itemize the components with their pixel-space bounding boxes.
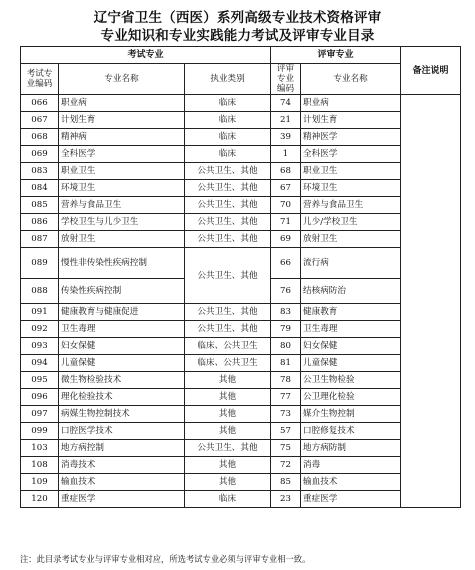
exam-name-cell: 慢性非传染性疾病控制 <box>59 248 185 279</box>
review-code-cell: 77 <box>271 389 301 406</box>
category-cell: 公共卫生、其他 <box>185 440 271 457</box>
exam-name-cell: 传染性疾病控制 <box>59 279 185 304</box>
category-cell: 公共卫生、其他 <box>185 321 271 338</box>
category-cell: 临床、公共卫生 <box>185 338 271 355</box>
exam-name-cell: 计划生育 <box>59 112 185 129</box>
exam-name-cell: 消毒技术 <box>59 457 185 474</box>
exam-specialty-group-header: 考试专业 <box>21 47 271 64</box>
category-cell: 其他 <box>185 372 271 389</box>
review-code-cell: 39 <box>271 129 301 146</box>
review-specialty-group-header: 评审专业 <box>271 47 401 64</box>
review-code-cell: 81 <box>271 355 301 372</box>
review-code-cell: 73 <box>271 406 301 423</box>
review-name-cell: 公卫理化检验 <box>301 389 401 406</box>
exam-name-header: 专业名称 <box>59 64 185 95</box>
exam-name-cell: 理化检验技术 <box>59 389 185 406</box>
category-cell: 其他 <box>185 406 271 423</box>
exam-name-cell: 营养与食品卫生 <box>59 197 185 214</box>
review-name-cell: 卫生毒理 <box>301 321 401 338</box>
table-row <box>21 491 461 508</box>
exam-code-cell: 109 <box>21 474 59 491</box>
remark-cell <box>401 95 461 508</box>
category-cell: 公共卫生、其他 <box>185 197 271 214</box>
category-cell: 临床 <box>185 129 271 146</box>
exam-code-cell: 097 <box>21 406 59 423</box>
exam-code-cell: 085 <box>21 197 59 214</box>
category-cell: 公共卫生、其他 <box>185 248 271 304</box>
exam-name-cell: 输血技术 <box>59 474 185 491</box>
review-code-cell: 79 <box>271 321 301 338</box>
review-code-cell: 72 <box>271 457 301 474</box>
review-code-cell: 85 <box>271 474 301 491</box>
review-name-cell: 媒介生物控制 <box>301 406 401 423</box>
table-row <box>21 338 461 355</box>
table-row <box>21 146 461 163</box>
exam-name-cell: 职业病 <box>59 95 185 112</box>
table-row <box>21 355 461 372</box>
review-code-cell: 75 <box>271 440 301 457</box>
category-cell: 其他 <box>185 457 271 474</box>
review-name-cell: 精神医学 <box>301 129 401 146</box>
review-name-cell: 妇女保健 <box>301 338 401 355</box>
review-name-cell: 全科医学 <box>301 146 401 163</box>
exam-code-cell: 087 <box>21 231 59 248</box>
table-row <box>21 304 461 321</box>
review-name-cell: 计划生育 <box>301 112 401 129</box>
exam-code-header: 考试专业编码 <box>21 64 59 95</box>
review-code-cell: 21 <box>271 112 301 129</box>
exam-name-cell: 全科医学 <box>59 146 185 163</box>
review-name-cell: 职业病 <box>301 95 401 112</box>
exam-code-cell: 083 <box>21 163 59 180</box>
table-row <box>21 180 461 197</box>
table-row <box>21 129 461 146</box>
exam-code-cell: 093 <box>21 338 59 355</box>
review-name-cell: 儿童保健 <box>301 355 401 372</box>
exam-name-cell: 妇女保健 <box>59 338 185 355</box>
table-row <box>21 197 461 214</box>
review-name-cell: 流行病 <box>301 248 401 279</box>
category-cell: 其他 <box>185 423 271 440</box>
exam-name-cell: 微生物检验技术 <box>59 372 185 389</box>
category-cell: 临床 <box>185 146 271 163</box>
table-row <box>21 474 461 491</box>
exam-code-cell: 091 <box>21 304 59 321</box>
category-cell: 公共卫生、其他 <box>185 231 271 248</box>
review-name-cell: 口腔修复技术 <box>301 423 401 440</box>
review-name-cell: 重症医学 <box>301 491 401 508</box>
exam-name-cell: 地方病控制 <box>59 440 185 457</box>
exam-name-cell: 口腔医学技术 <box>59 423 185 440</box>
category-cell: 临床、公共卫生 <box>185 355 271 372</box>
exam-name-cell: 健康教育与健康促进 <box>59 304 185 321</box>
exam-name-cell: 儿童保健 <box>59 355 185 372</box>
review-name-header: 专业名称 <box>301 64 401 95</box>
review-code-cell: 1 <box>271 146 301 163</box>
table-row <box>21 231 461 248</box>
table-row <box>21 112 461 129</box>
footnote: 注：此目录考试专业与评审专业相对应，所选考试专业必须与评审专业相一致。 <box>20 554 311 564</box>
review-name-cell: 地方病防制 <box>301 440 401 457</box>
table-row <box>21 248 461 279</box>
exam-code-cell: 084 <box>21 180 59 197</box>
exam-code-cell: 103 <box>21 440 59 457</box>
exam-name-cell: 卫生毒理 <box>59 321 185 338</box>
table-row <box>21 163 461 180</box>
category-cell: 临床 <box>185 112 271 129</box>
exam-code-cell: 099 <box>21 423 59 440</box>
review-name-cell: 放射卫生 <box>301 231 401 248</box>
review-name-cell: 营养与食品卫生 <box>301 197 401 214</box>
table-row <box>21 389 461 406</box>
remark-header: 备注说明 <box>401 47 461 95</box>
exam-code-cell: 120 <box>21 491 59 508</box>
document-title-line1: 辽宁省卫生（西医）系列高级专业技术资格评审 <box>93 10 382 26</box>
review-code-cell: 68 <box>271 163 301 180</box>
exam-code-cell: 108 <box>21 457 59 474</box>
exam-code-cell: 094 <box>21 355 59 372</box>
exam-name-cell: 重症医学 <box>59 491 185 508</box>
exam-code-cell: 068 <box>21 129 59 146</box>
category-cell: 公共卫生、其他 <box>185 180 271 197</box>
category-cell: 公共卫生、其他 <box>185 304 271 321</box>
exam-code-cell: 069 <box>21 146 59 163</box>
review-code-header: 评审专业编码 <box>271 64 301 95</box>
category-cell: 公共卫生、其他 <box>185 163 271 180</box>
review-code-cell: 69 <box>271 231 301 248</box>
review-code-cell: 80 <box>271 338 301 355</box>
review-code-cell: 66 <box>271 248 301 279</box>
exam-name-cell: 精神病 <box>59 129 185 146</box>
review-code-cell: 83 <box>271 304 301 321</box>
review-code-cell: 76 <box>271 279 301 304</box>
review-name-cell: 职业卫生 <box>301 163 401 180</box>
category-cell: 其他 <box>185 474 271 491</box>
review-name-cell: 环境卫生 <box>301 180 401 197</box>
table-row <box>21 321 461 338</box>
exam-name-cell: 职业卫生 <box>59 163 185 180</box>
specialty-catalog-table <box>20 46 461 508</box>
table-row <box>21 406 461 423</box>
category-cell: 其他 <box>185 389 271 406</box>
exam-name-cell: 学校卫生与儿少卫生 <box>59 214 185 231</box>
exam-code-cell: 088 <box>21 279 59 304</box>
review-name-cell: 结核病防治 <box>301 279 401 304</box>
table-row <box>21 214 461 231</box>
table-row <box>21 372 461 389</box>
exam-name-cell: 环境卫生 <box>59 180 185 197</box>
category-cell: 临床 <box>185 95 271 112</box>
exam-name-cell: 病媒生物控制技术 <box>59 406 185 423</box>
category-cell: 临床 <box>185 491 271 508</box>
exam-code-cell: 086 <box>21 214 59 231</box>
table-row <box>21 95 461 112</box>
table-row <box>21 423 461 440</box>
exam-code-cell: 092 <box>21 321 59 338</box>
exam-code-cell: 096 <box>21 389 59 406</box>
review-name-cell: 公卫生物检验 <box>301 372 401 389</box>
exam-name-cell: 放射卫生 <box>59 231 185 248</box>
document-title-line2: 专业知识和专业实践能力考试及评审专业目录 <box>100 28 375 44</box>
review-name-cell: 儿少/学校卫生 <box>301 214 401 231</box>
review-code-cell: 57 <box>271 423 301 440</box>
review-code-cell: 70 <box>271 197 301 214</box>
review-name-cell: 健康教育 <box>301 304 401 321</box>
review-code-cell: 67 <box>271 180 301 197</box>
review-name-cell: 输血技术 <box>301 474 401 491</box>
review-code-cell: 78 <box>271 372 301 389</box>
review-code-cell: 71 <box>271 214 301 231</box>
category-header: 执业类别 <box>185 64 271 95</box>
exam-code-cell: 089 <box>21 248 59 279</box>
category-cell: 公共卫生、其他 <box>185 214 271 231</box>
review-name-cell: 消毒 <box>301 457 401 474</box>
table-row <box>21 440 461 457</box>
exam-code-cell: 095 <box>21 372 59 389</box>
exam-code-cell: 066 <box>21 95 59 112</box>
review-code-cell: 74 <box>271 95 301 112</box>
review-code-cell: 23 <box>271 491 301 508</box>
exam-code-cell: 067 <box>21 112 59 129</box>
table-row <box>21 457 461 474</box>
